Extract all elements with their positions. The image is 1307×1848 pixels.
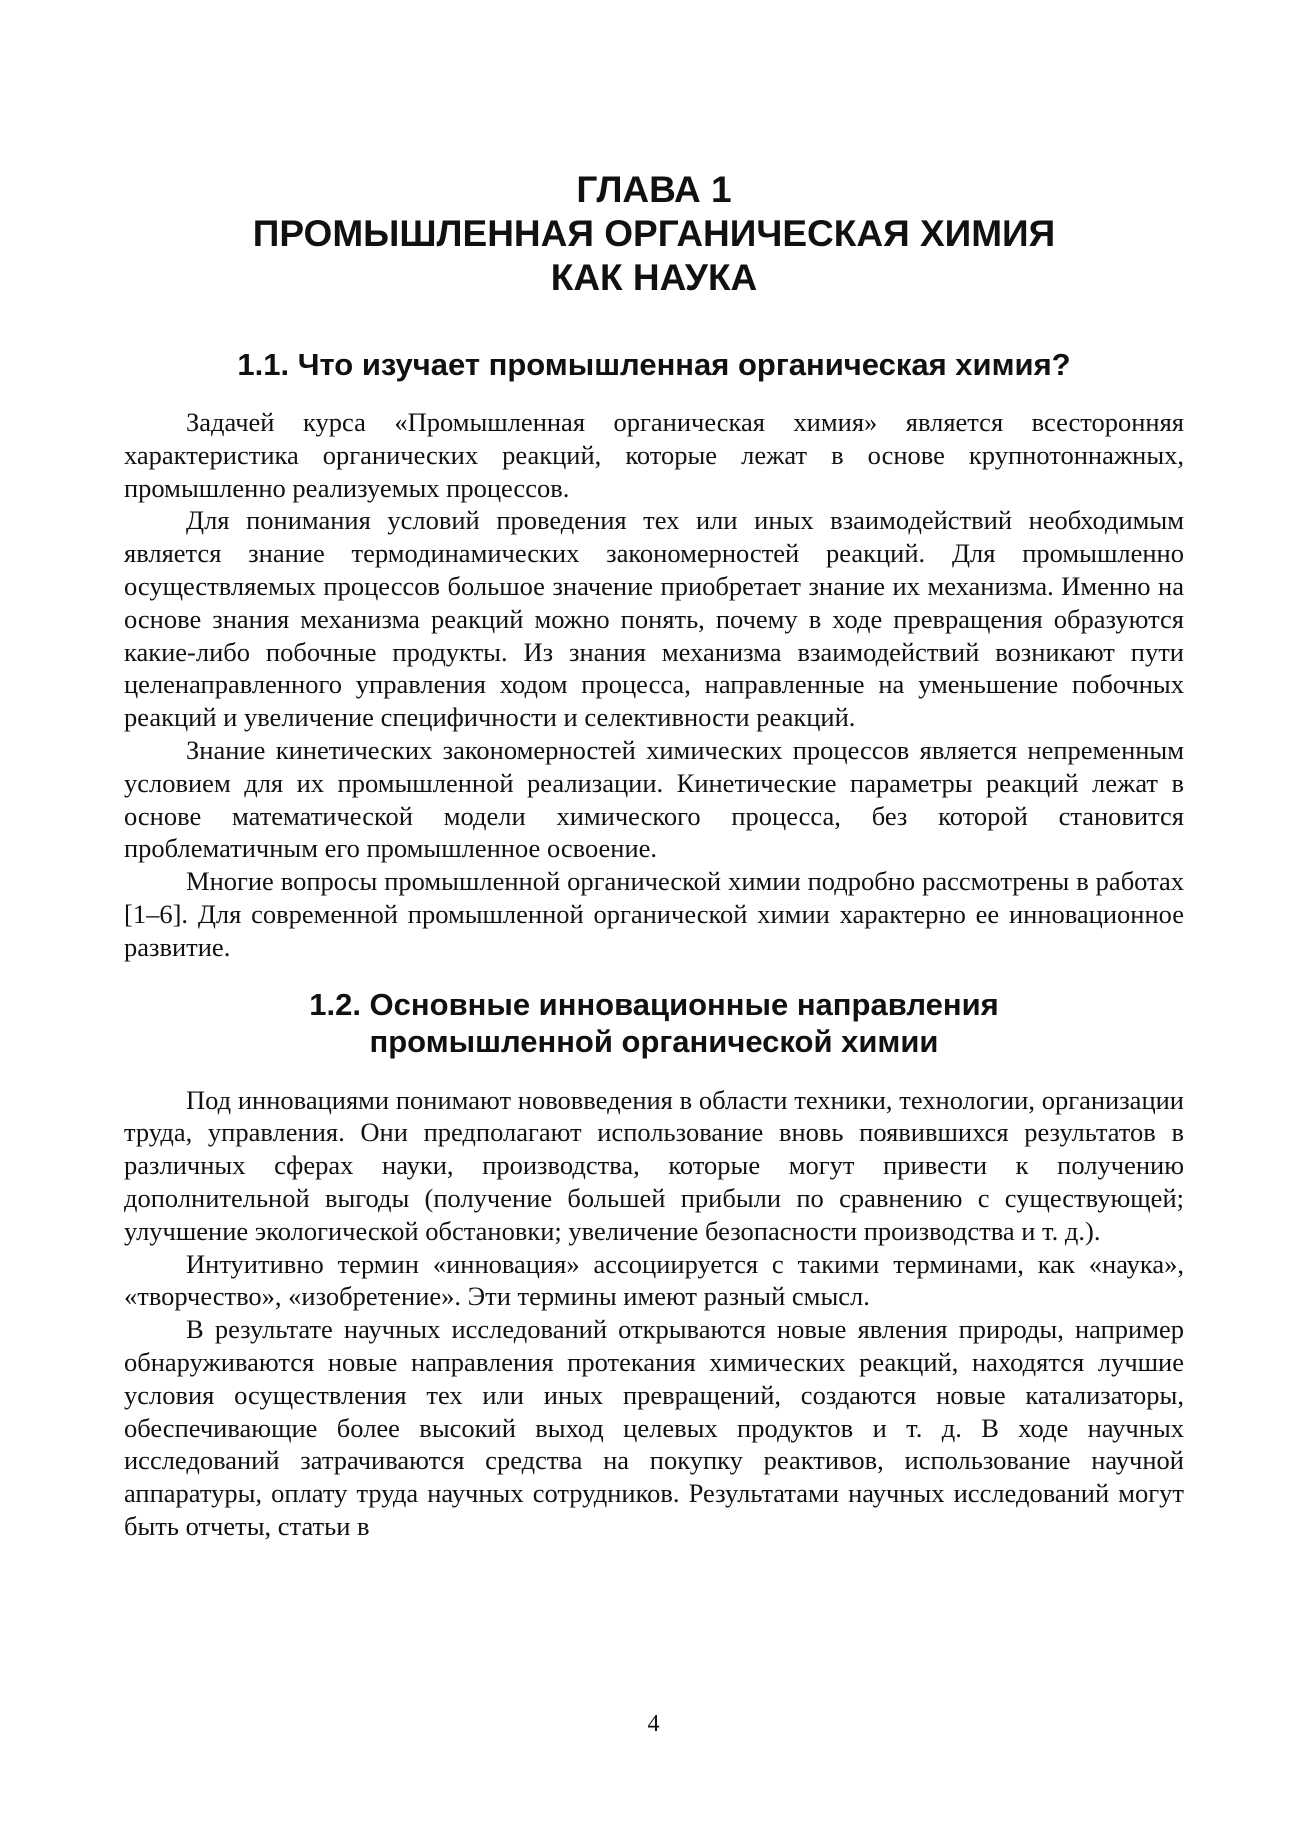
section-1-body [124, 406, 1184, 964]
paragraph: Задачей курса «Промышленная органическая химия» является всесторонняя характеристика органических реакций, которые лежат в основе крупнотоннажных, промышленно реализуемых процессов. [124, 407, 1184, 503]
section-1-title: 1.1. Что изучает промышленная органическая химия? [237, 347, 1071, 382]
chapter-title-line-1: ПРОМЫШЛЕННАЯ ОРГАНИЧЕСКАЯ ХИМИЯ [252, 213, 1056, 254]
section-1-heading [124, 346, 1184, 383]
paragraph: Для понимания условий проведения тех или иных взаимодействий необходимым является знание термодинамических закономерностей реакций. Для промышленно осуществляемых процессов большое значение приобретает знание их механизма. Именно на основе знания механизма реакций можно понять, почему в ходе превращения образуются какие-либо побочные продукты. Из знания механизма взаимодействий возникают пути целенаправленного управления ходом процесса, направленные на уменьшение побочных реакций и увеличение специфичности и селективности реакций. [124, 505, 1184, 733]
paragraph: Под инновациями понимают нововведения в области техники, технологии, организации труда, управления. Они предполагают использование вновь появившихся результатов в различных сферах науки, производства, которые могут привести к получению дополнительной выгоды (получение большей прибыли по сравнению с существующей; улучшение экологической обстановки; увеличение безопасности производства и т. д.). [124, 1084, 1184, 1246]
section-2-heading [124, 986, 1184, 1060]
book-page [124, 168, 1184, 1543]
section-2-title-line-2: промышленной органической химии [369, 1023, 939, 1059]
paragraph: В результате научных исследований открываются новые явления природы, например обнаруживаются новые направления протекания химических реакций, находятся лучшие условия осуществления тех или иных превращений, создаются новые катализаторы, обеспечивающие более высокий выход целевых продуктов и т. д. В ходе научных исследований затрачиваются средства на покупку реактивов, использование научной аппаратуры, оплату труда научных сотрудников. Результатами научных исследований могут быть отчеты, статьи в [124, 1314, 1184, 1541]
section-2-body [124, 1084, 1184, 1543]
page-number: 4 [647, 1711, 660, 1737]
section-2-title-line-1: 1.2. Основные инновационные направления [309, 986, 999, 1022]
chapter-title-line-2: КАК НАУКА [550, 257, 758, 298]
paragraph: Интуитивно термин «инновация» ассоциируется с такими терминами, как «наука», «творчество», «изобретение». Эти термины имеют разный смысл. [124, 1248, 1184, 1312]
paragraph: Многие вопросы промышленной органической химии подробно рассмотрены в работах [1–6]. Для современной промышленной органической химии характерно ее инновационное развитие. [124, 866, 1184, 962]
chapter-heading [124, 168, 1184, 300]
paragraph: Знание кинетических закономерностей химических процессов является непременным условием для их промышленной реализации. Кинетические параметры реакций лежат в основе математической модели химического процесса, без которой становится проблематичным его промышленное освоение. [124, 734, 1184, 864]
chapter-label: ГЛАВА 1 [576, 169, 732, 210]
